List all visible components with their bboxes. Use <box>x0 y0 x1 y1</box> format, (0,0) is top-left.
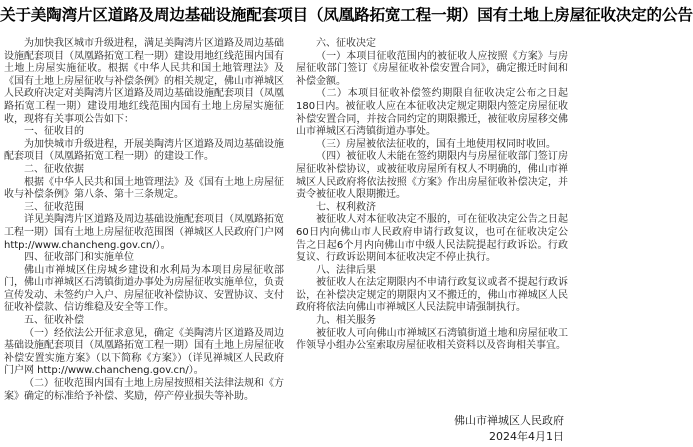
paragraph-decision-2: （二）本项目征收补偿签约期限自征收决定公布之日起180日内。被征收人应在本征收决定规定期限内签定房屋征收补偿安置合同，并按合同约定的期限搬迁，被征收房屋移交佛山市禅城区石湾镇街道办事处。 <box>296 88 568 138</box>
heading-compensation: 五、征收补偿 <box>24 315 84 327</box>
notice-title: 关于美陶湾片区道路及周边基础设施配套项目（凤凰路拓宽工程一期）国有土地上房屋征收决定的公告 <box>0 6 693 24</box>
notice-body-right-column <box>296 38 568 398</box>
paragraph-remedy: 被征收人对本征收决定不服的，可在征收决定公告之日起60日内向佛山市人民政府申请行政复议，也可在征收决定公告之日起6个月内向佛山市中级人民法院提起行政诉讼。行政复议、行政诉讼期间本征收决定不停止执行。 <box>296 214 568 264</box>
heading-consequence: 八、法律后果 <box>316 264 376 276</box>
paragraph-scope: 详见美陶湾片区道路及周边基础设施配套项目（凤凰路拓宽工程一期）国有土地上房屋征收范围图（禅城区人民政府门户网 http://www.chancheng.gov.cn/）。 <box>4 214 284 251</box>
paragraph-purpose: 为加快城市升级进程，开展美陶湾片区道路及周边基础设施配套项目（凤凰路拓宽工程一期）的建设工作。 <box>4 138 284 163</box>
signature-organization: 佛山市禅城区人民政府 <box>454 414 564 427</box>
paragraph-departments: 佛山市禅城区住房城乡建设和水利局为本项目房屋征收部门，佛山市禅城区石湾镇街道办事处为房屋征收实施单位，负责宣传发动、未签约户入户、房屋征收补偿协议、安置协议、支付征收补偿款、信访维稳及安全等工作。 <box>4 264 284 314</box>
notice-body-left-column <box>4 38 284 447</box>
heading-basis: 二、征收依据 <box>24 163 84 175</box>
heading-scope: 三、征收范围 <box>24 201 84 213</box>
paragraph-consequence: 被征收人在法定期限内不申请行政复议或者不提起行政诉讼，在补偿决定规定的期限内又不搬迁的，佛山市禅城区人民政府将依法向佛山市禅城区人民法院申请强制执行。 <box>296 277 568 314</box>
paragraph-decision-1: （一）本项目征收范围内的被征收人应按照《方案》与房屋征收部门签订《房屋征收补偿安置合同》，确定搬迁时间和补偿金额。 <box>296 50 568 87</box>
paragraph-services: 被征收人可向佛山市禅城区石湾镇街道土地和房屋征收工作领导小组办公室索取房屋征收相关资料以及咨询相关事宜。 <box>296 327 568 352</box>
paragraph-compensation-1: （一）经依法公开征求意见，确定《美陶湾片区道路及周边基础设施配套项目（凤凰路拓宽工程一期）国有土地上房屋征收补偿安置实施方案》（以下简称《方案》）（详见禅城区人民政府门户网 http://www.chancheng.gov.cn/）。 <box>4 327 284 377</box>
heading-decision: 六、征收决定 <box>316 38 376 49</box>
paragraph-intro: 为加快我区城市升级进程，满足美陶湾片区道路及周边基础设施配套项目（凤凰路拓宽工程一期）建设用地红线范围内国有土地上房屋实施征收。根据《中华人民共和国土地管理法》及《国有土地上房屋征收与补偿条例》的相关规定，佛山市禅城区人民政府决定对美陶湾片区道路及周边基础设施配套项目（凤凰路拓宽工程一期）建设用地红线范围内国有土地上房屋实施征收，现将有关事项公告如下： <box>4 38 284 125</box>
paragraph-decision-3: （三）房屋被依法征收的，国有土地使用权同时收回。 <box>316 138 556 150</box>
paragraph-compensation-2: （二）征收范围内国有土地上房屋按照相关法律法规和《方案》确定的标准给予补偿、奖励，停产停业损失等补助。 <box>4 378 284 402</box>
paragraph-decision-4: （四）被征收人未能在签约期限内与房屋征收部门签订房屋征收补偿协议，或被征收房屋所有权人不明确的，佛山市禅城区人民政府将依法按照《方案》作出房屋征收补偿决定，并责令被征收人限期搬迁。 <box>296 151 568 201</box>
heading-purpose: 一、征收目的 <box>24 126 84 138</box>
paragraph-basis: 根据《中华人民共和国土地管理法》及《国有土地上房屋征收与补偿条例》第八条、第十三条规定。 <box>4 176 284 201</box>
signature-date: 2024年4月1日 <box>489 430 564 443</box>
heading-remedy: 七、权利救济 <box>316 201 376 213</box>
heading-services: 九、相关服务 <box>316 315 376 327</box>
heading-departments: 四、征收部门和实施单位 <box>24 252 134 264</box>
